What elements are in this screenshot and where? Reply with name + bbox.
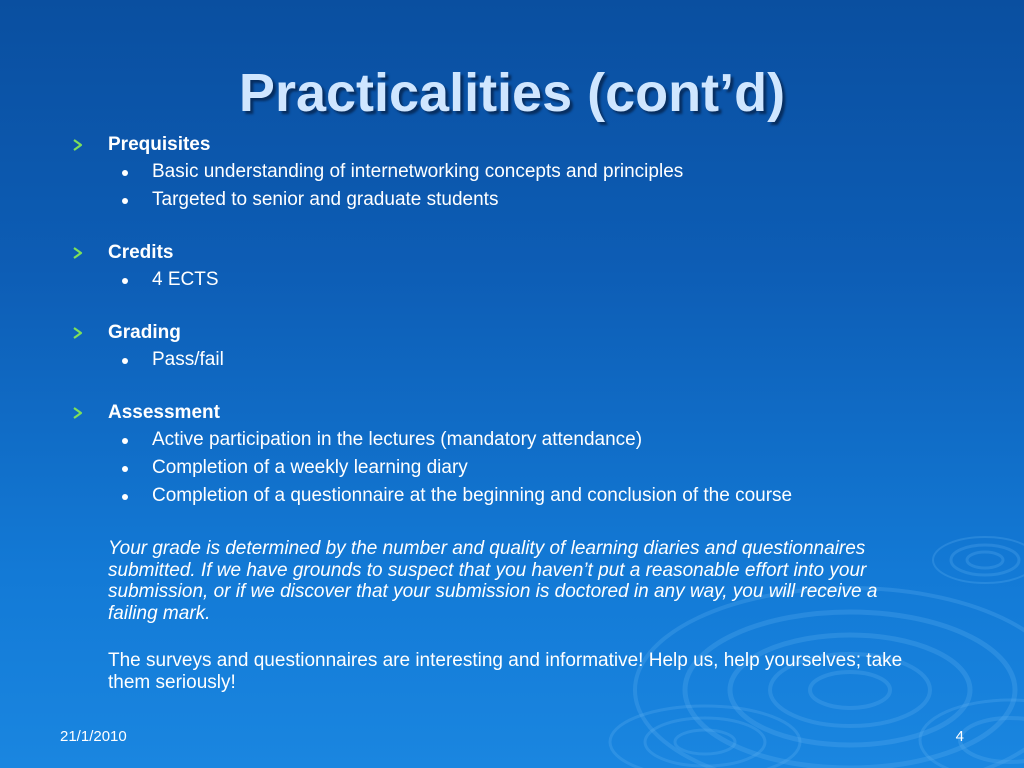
list-item (66, 426, 946, 454)
closing-note: The surveys and questionnaires are interesting and informative! Help us, help yourselves; take them seriously! (108, 650, 903, 693)
section-heading (66, 132, 946, 158)
list-item (66, 482, 946, 510)
dot-bullet-icon (122, 494, 128, 500)
arrow-bullet-icon (70, 240, 86, 266)
grading-policy-note: Your grade is determined by the number and quality of learning diaries and questionnaires submitted. If we have grounds to suspect that you haven’t put a reasonable effort into your submission, or if we discover that your submission is doctored in any way, you will receive a failing mark. (108, 538, 878, 624)
list-item (66, 186, 946, 214)
slide-body (66, 132, 946, 693)
slide-title: Practicalities (cont’d) (238, 63, 786, 123)
list-item (66, 454, 946, 482)
section-heading-text: Assessment (108, 402, 220, 423)
list-item-text: Basic understanding of internetworking concepts and principles (152, 161, 684, 182)
list-item (66, 266, 946, 294)
bullet-list (66, 346, 946, 374)
list-item-text: Completion of a weekly learning diary (152, 457, 468, 478)
list-item-text: Targeted to senior and graduate students (152, 189, 499, 210)
list-item (66, 158, 946, 186)
arrow-bullet-icon (70, 132, 86, 158)
dot-bullet-icon (122, 438, 128, 444)
section-assessment (66, 400, 946, 510)
dot-bullet-icon (122, 278, 128, 284)
section-prerequisites (66, 132, 946, 214)
section-heading-text: Credits (108, 242, 174, 263)
section-heading-text: Prequisites (108, 134, 211, 155)
list-item-text: Pass/fail (152, 349, 224, 370)
list-item-text: Completion of a questionnaire at the beginning and conclusion of the course (152, 485, 793, 506)
bullet-list (66, 266, 946, 294)
dot-bullet-icon (122, 358, 128, 364)
section-heading-text: Grading (108, 322, 181, 343)
section-heading (66, 320, 946, 346)
section-heading (66, 240, 946, 266)
arrow-bullet-icon (70, 320, 86, 346)
footer-date: 21/1/2010 (60, 728, 127, 745)
section-credits (66, 240, 946, 294)
list-item (66, 346, 946, 374)
section-grading (66, 320, 946, 374)
list-item-text: 4 ECTS (152, 269, 219, 290)
dot-bullet-icon (122, 466, 128, 472)
dot-bullet-icon (122, 170, 128, 176)
bullet-list (66, 158, 946, 214)
section-heading (66, 400, 946, 426)
arrow-bullet-icon (70, 400, 86, 426)
bullet-list (66, 426, 946, 510)
list-item-text: Active participation in the lectures (mandatory attendance) (152, 429, 643, 450)
dot-bullet-icon (122, 198, 128, 204)
slide-number: 4 (955, 728, 964, 745)
